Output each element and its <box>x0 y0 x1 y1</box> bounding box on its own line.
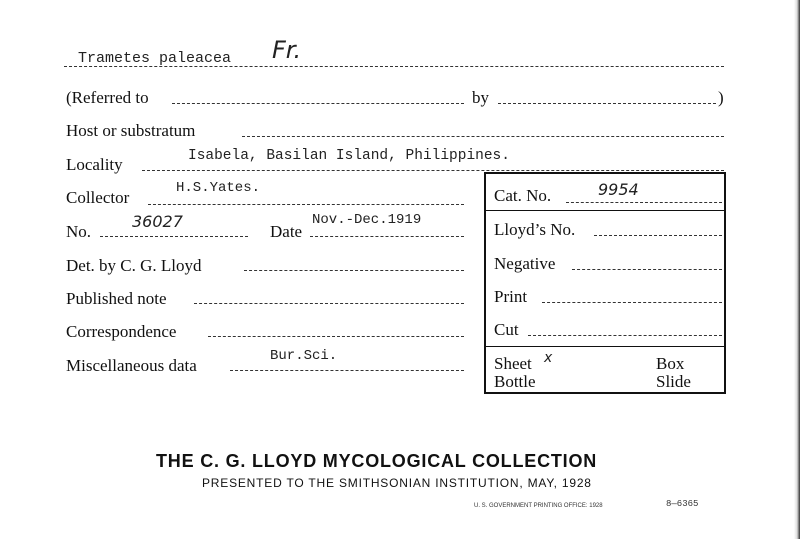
det-line <box>244 270 464 271</box>
bottle-label: Bottle <box>494 372 536 391</box>
host-label: Host or substratum <box>66 121 196 140</box>
misc-line <box>230 370 464 371</box>
misc-label: Miscellaneous data <box>66 356 197 375</box>
species-line <box>64 66 724 67</box>
box-label: Box <box>656 354 685 373</box>
date-value: Nov.-Dec.1919 <box>312 212 422 228</box>
sheet-label: Sheet <box>494 354 532 373</box>
box-divider-1 <box>484 210 726 211</box>
footer-title: THE C. G. LLOYD MYCOLOGICAL COLLECTION <box>156 451 598 471</box>
cut-line <box>528 335 722 336</box>
correspondence-label: Correspondence <box>66 322 177 341</box>
collector-label: Collector <box>66 188 130 207</box>
det-label: Det. by C. G. Lloyd <box>66 256 202 275</box>
by-label: by <box>472 88 489 107</box>
printing-office: U. S. GOVERNMENT PRINTING OFFICE: 1928 <box>474 503 603 509</box>
lloyds-label: Lloyd’s No. <box>494 220 576 239</box>
date-label: Date <box>270 222 303 241</box>
locality-label: Locality <box>66 155 123 174</box>
box-right-border <box>724 172 726 394</box>
negative-line <box>572 269 722 270</box>
misc-value: Bur.Sci. <box>270 348 338 364</box>
no-label: No. <box>66 222 92 241</box>
box-top-border <box>484 172 726 174</box>
author-handwriting: Fr. <box>272 36 302 64</box>
cat-label: Cat. No. <box>494 186 552 205</box>
published-label: Published note <box>66 289 167 308</box>
lloyds-line <box>594 235 722 236</box>
correspondence-line <box>208 336 464 337</box>
referred-line <box>172 103 464 104</box>
box-left-border <box>484 172 486 394</box>
host-line <box>242 136 724 137</box>
slide-label: Slide <box>656 372 691 391</box>
locality-line <box>142 170 724 171</box>
negative-label: Negative <box>494 254 556 273</box>
close-paren: ) <box>718 88 724 107</box>
locality-value: Isabela, Basilan Island, Philippines. <box>188 148 510 164</box>
print-line <box>542 302 722 303</box>
by-line <box>498 103 716 104</box>
date-line <box>310 236 464 237</box>
species-name: Trametes paleacea <box>78 50 232 67</box>
box-bottom-border <box>484 392 726 394</box>
referred-label: (Referred to <box>66 88 149 107</box>
cat-value: 9954 <box>598 180 639 199</box>
published-line <box>194 303 464 304</box>
cut-label: Cut <box>494 320 519 339</box>
cat-line <box>566 202 722 203</box>
collector-value: H.S.Yates. <box>176 180 261 196</box>
footer-subtitle: PRESENTED TO THE SMITHSONIAN INSTITUTION, MAY, 1928 <box>202 476 592 490</box>
no-line <box>100 236 248 237</box>
box-divider-2 <box>484 346 726 347</box>
no-value: 36027 <box>132 212 183 231</box>
scan-edge-shadow <box>794 0 800 539</box>
print-label: Print <box>494 287 528 306</box>
collector-line <box>148 204 464 205</box>
form-number: 8—6365 <box>666 499 699 509</box>
sheet-mark: x <box>544 350 553 366</box>
